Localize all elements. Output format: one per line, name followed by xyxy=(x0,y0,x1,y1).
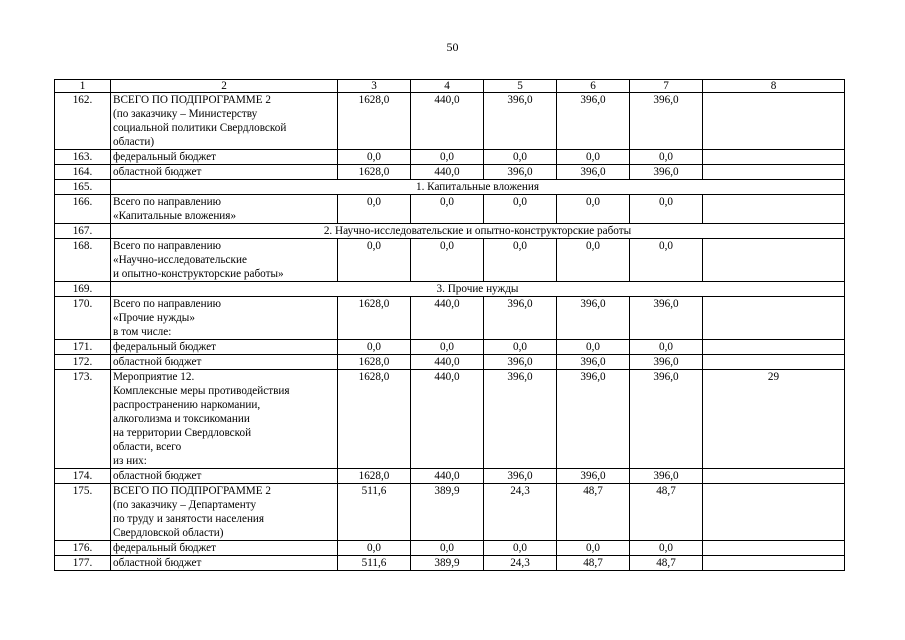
value-cell-c8 xyxy=(703,195,845,224)
value-cell-c8: 29 xyxy=(703,370,845,469)
row-name-line: «Прочие нужды» xyxy=(113,312,195,324)
value-cell-c6: 396,0 xyxy=(557,165,630,180)
row-name-line: федеральный бюджет xyxy=(113,542,216,554)
value-cell-c3: 1628,0 xyxy=(338,297,411,340)
row-name-line: (по заказчику – Министерству xyxy=(113,108,258,120)
section-title: 1. Капитальные вложения xyxy=(111,180,845,195)
value-cell-c3: 0,0 xyxy=(338,340,411,355)
table-row xyxy=(55,541,845,556)
value-cell-c3: 1628,0 xyxy=(338,93,411,150)
value-cell-c5: 0,0 xyxy=(484,340,557,355)
value-cell-c4: 440,0 xyxy=(411,297,484,340)
value-cell-c8 xyxy=(703,484,845,541)
row-name-line: Всего по направлению xyxy=(113,298,221,310)
header-cell: 8 xyxy=(703,80,845,93)
value-cell-c4: 0,0 xyxy=(411,340,484,355)
section-row xyxy=(55,180,845,195)
header-cell: 3 xyxy=(338,80,411,93)
row-name xyxy=(111,195,338,224)
row-name-line: «Научно-исследовательские xyxy=(113,254,247,266)
value-cell-c4: 0,0 xyxy=(411,239,484,282)
row-name xyxy=(111,370,338,469)
row-name-line: алкоголизма и токсикомании xyxy=(113,413,250,425)
value-cell-c6: 0,0 xyxy=(557,150,630,165)
value-cell-c6: 0,0 xyxy=(557,195,630,224)
header-cell: 7 xyxy=(630,80,703,93)
header-row xyxy=(55,80,845,93)
row-number: 168. xyxy=(55,239,111,282)
row-name-line: областной бюджет xyxy=(113,470,202,482)
row-name-line: на территории Свердловской xyxy=(113,427,252,439)
row-number: 169. xyxy=(55,282,111,297)
value-cell-c8 xyxy=(703,297,845,340)
value-cell-c6: 0,0 xyxy=(557,239,630,282)
row-name xyxy=(111,150,338,165)
value-cell-c8 xyxy=(703,93,845,150)
value-cell-c6: 396,0 xyxy=(557,297,630,340)
value-cell-c7: 0,0 xyxy=(630,150,703,165)
value-cell-c6: 396,0 xyxy=(557,93,630,150)
row-name xyxy=(111,484,338,541)
row-number: 172. xyxy=(55,355,111,370)
row-name-line: федеральный бюджет xyxy=(113,151,216,163)
row-name-line: ВСЕГО ПО ПОДПРОГРАММЕ 2 xyxy=(113,94,271,106)
row-name xyxy=(111,340,338,355)
table-row xyxy=(55,150,845,165)
row-number: 165. xyxy=(55,180,111,195)
value-cell-c3: 1628,0 xyxy=(338,165,411,180)
value-cell-c5: 396,0 xyxy=(484,93,557,150)
value-cell-c8 xyxy=(703,541,845,556)
table-row xyxy=(55,195,845,224)
value-cell-c4: 440,0 xyxy=(411,165,484,180)
value-cell-c7: 396,0 xyxy=(630,165,703,180)
row-name-line: области, всего xyxy=(113,441,182,453)
value-cell-c5: 0,0 xyxy=(484,195,557,224)
row-name-line: социальной политики Свердловской xyxy=(113,122,287,134)
row-name-line: Комплексные меры противодействия xyxy=(113,385,290,397)
row-name xyxy=(111,297,338,340)
value-cell-c7: 396,0 xyxy=(630,297,703,340)
row-name-line: Всего по направлению xyxy=(113,196,221,208)
row-name-line: «Капитальные вложения» xyxy=(113,210,237,222)
value-cell-c5: 24,3 xyxy=(484,484,557,541)
row-number: 166. xyxy=(55,195,111,224)
value-cell-c5: 0,0 xyxy=(484,150,557,165)
row-name-line: распространению наркомании, xyxy=(113,399,261,411)
row-name-line: областной бюджет xyxy=(113,557,202,569)
row-number: 162. xyxy=(55,93,111,150)
row-name xyxy=(111,165,338,180)
row-name xyxy=(111,469,338,484)
value-cell-c6: 0,0 xyxy=(557,340,630,355)
value-cell-c8 xyxy=(703,556,845,571)
value-cell-c3: 1628,0 xyxy=(338,370,411,469)
row-name-line: ВСЕГО ПО ПОДПРОГРАММЕ 2 xyxy=(113,485,271,497)
row-number: 175. xyxy=(55,484,111,541)
value-cell-c5: 396,0 xyxy=(484,165,557,180)
table-row xyxy=(55,355,845,370)
value-cell-c7: 0,0 xyxy=(630,239,703,282)
value-cell-c4: 440,0 xyxy=(411,93,484,150)
value-cell-c7: 0,0 xyxy=(630,340,703,355)
value-cell-c3: 0,0 xyxy=(338,195,411,224)
value-cell-c5: 396,0 xyxy=(484,297,557,340)
value-cell-c6: 48,7 xyxy=(557,484,630,541)
row-number: 176. xyxy=(55,541,111,556)
row-name xyxy=(111,556,338,571)
value-cell-c6: 396,0 xyxy=(557,469,630,484)
header-cell: 2 xyxy=(111,80,338,93)
value-cell-c7: 396,0 xyxy=(630,93,703,150)
value-cell-c5: 396,0 xyxy=(484,469,557,484)
row-number: 170. xyxy=(55,297,111,340)
row-number: 167. xyxy=(55,224,111,239)
page-number: 50 xyxy=(446,40,459,54)
header-cell: 5 xyxy=(484,80,557,93)
value-cell-c8 xyxy=(703,340,845,355)
value-cell-c3: 511,6 xyxy=(338,556,411,571)
value-cell-c6: 48,7 xyxy=(557,556,630,571)
row-name-line: по труду и занятости населения xyxy=(113,513,265,525)
row-name xyxy=(111,541,338,556)
value-cell-c4: 440,0 xyxy=(411,370,484,469)
value-cell-c4: 0,0 xyxy=(411,541,484,556)
row-name-line: Мероприятие 12. xyxy=(113,371,195,383)
row-name xyxy=(111,239,338,282)
value-cell-c3: 0,0 xyxy=(338,150,411,165)
row-number: 171. xyxy=(55,340,111,355)
value-cell-c4: 389,9 xyxy=(411,484,484,541)
table-row xyxy=(55,370,845,469)
row-name-line: (по заказчику – Департаменту xyxy=(113,499,257,511)
value-cell-c7: 396,0 xyxy=(630,355,703,370)
value-cell-c7: 48,7 xyxy=(630,484,703,541)
row-name-line: в том числе: xyxy=(113,326,172,338)
budget-table xyxy=(54,79,845,571)
value-cell-c3: 0,0 xyxy=(338,239,411,282)
row-name-line: и опытно-конструкторские работы» xyxy=(113,268,284,280)
header-cell: 6 xyxy=(557,80,630,93)
table-row xyxy=(55,484,845,541)
value-cell-c3: 0,0 xyxy=(338,541,411,556)
value-cell-c7: 396,0 xyxy=(630,469,703,484)
row-name-line: областной бюджет xyxy=(113,356,202,368)
row-name xyxy=(111,355,338,370)
value-cell-c4: 440,0 xyxy=(411,469,484,484)
row-name-line: Всего по направлению xyxy=(113,240,221,252)
value-cell-c8 xyxy=(703,355,845,370)
header-cell: 1 xyxy=(55,80,111,93)
value-cell-c3: 1628,0 xyxy=(338,355,411,370)
table-row xyxy=(55,340,845,355)
table-row xyxy=(55,556,845,571)
section-row xyxy=(55,224,845,239)
value-cell-c8 xyxy=(703,150,845,165)
row-name-line: федеральный бюджет xyxy=(113,341,216,353)
value-cell-c5: 396,0 xyxy=(484,370,557,469)
value-cell-c4: 389,9 xyxy=(411,556,484,571)
value-cell-c8 xyxy=(703,239,845,282)
value-cell-c8 xyxy=(703,469,845,484)
value-cell-c3: 511,6 xyxy=(338,484,411,541)
value-cell-c7: 0,0 xyxy=(630,541,703,556)
row-name-line: областной бюджет xyxy=(113,166,202,178)
table-row xyxy=(55,297,845,340)
header-cell: 4 xyxy=(411,80,484,93)
row-number: 177. xyxy=(55,556,111,571)
row-number: 164. xyxy=(55,165,111,180)
row-number: 174. xyxy=(55,469,111,484)
value-cell-c4: 0,0 xyxy=(411,195,484,224)
value-cell-c5: 396,0 xyxy=(484,355,557,370)
row-number: 163. xyxy=(55,150,111,165)
table-body xyxy=(55,80,845,571)
value-cell-c6: 396,0 xyxy=(557,355,630,370)
value-cell-c6: 396,0 xyxy=(557,370,630,469)
row-name-line: из них: xyxy=(113,455,147,467)
section-title: 2. Научно-исследовательские и опытно-конструкторские работы xyxy=(111,224,845,239)
value-cell-c7: 396,0 xyxy=(630,370,703,469)
value-cell-c5: 0,0 xyxy=(484,239,557,282)
value-cell-c4: 440,0 xyxy=(411,355,484,370)
value-cell-c6: 0,0 xyxy=(557,541,630,556)
value-cell-c3: 1628,0 xyxy=(338,469,411,484)
row-name-line: области) xyxy=(113,136,155,148)
row-name xyxy=(111,93,338,150)
value-cell-c5: 24,3 xyxy=(484,556,557,571)
value-cell-c5: 0,0 xyxy=(484,541,557,556)
section-row xyxy=(55,282,845,297)
table-row xyxy=(55,93,845,150)
row-name-line: Свердловской области) xyxy=(113,527,224,539)
table-row xyxy=(55,239,845,282)
table-row xyxy=(55,165,845,180)
value-cell-c7: 0,0 xyxy=(630,195,703,224)
section-title: 3. Прочие нужды xyxy=(111,282,845,297)
value-cell-c7: 48,7 xyxy=(630,556,703,571)
table-row xyxy=(55,469,845,484)
row-number: 173. xyxy=(55,370,111,469)
value-cell-c4: 0,0 xyxy=(411,150,484,165)
value-cell-c8 xyxy=(703,165,845,180)
